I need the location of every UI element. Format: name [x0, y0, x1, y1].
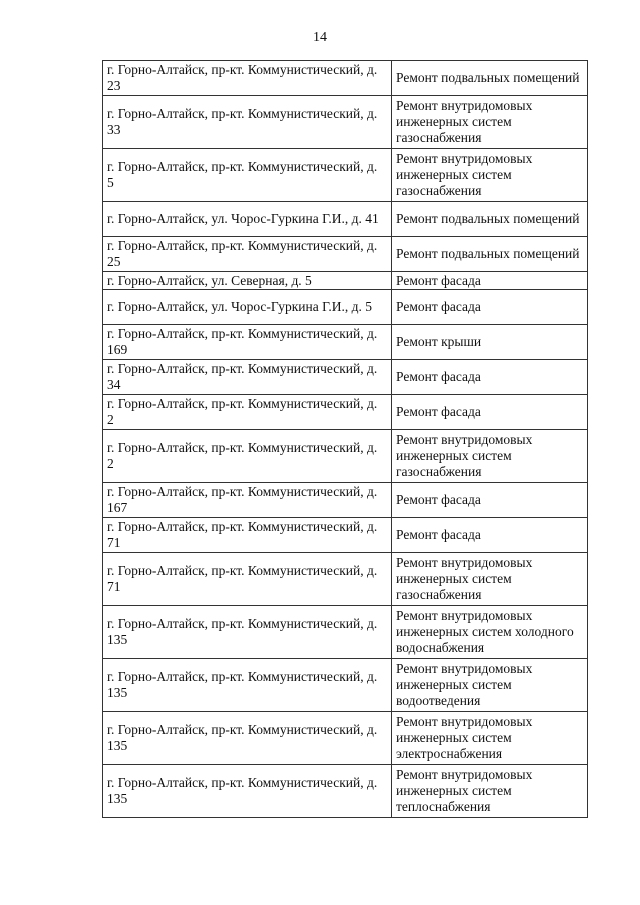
- table-row: [103, 395, 588, 430]
- address-cell: г. Горно-Алтайск, пр-кт. Коммунистический, д. 23: [103, 61, 392, 96]
- table-row: [103, 272, 588, 290]
- table-row: [103, 518, 588, 553]
- table-row: [103, 765, 588, 818]
- address-cell: г. Горно-Алтайск, ул. Чорос-Гуркина Г.И., д. 5: [103, 290, 392, 325]
- address-cell: г. Горно-Алтайск, пр-кт. Коммунистический, д. 167: [103, 483, 392, 518]
- address-cell: г. Горно-Алтайск, пр-кт. Коммунистический, д. 71: [103, 518, 392, 553]
- work-type-cell: Ремонт фасада: [392, 483, 588, 518]
- work-type-cell: Ремонт внутридомовых инженерных систем холодного водоснабжения: [392, 606, 588, 659]
- address-cell: г. Горно-Алтайск, ул. Чорос-Гуркина Г.И., д. 41: [103, 202, 392, 237]
- table-row: [103, 149, 588, 202]
- table-row: [103, 553, 588, 606]
- work-type-cell: Ремонт подвальных помещений: [392, 61, 588, 96]
- work-type-cell: Ремонт внутридомовых инженерных систем электроснабжения: [392, 712, 588, 765]
- address-cell: г. Горно-Алтайск, пр-кт. Коммунистический, д. 25: [103, 237, 392, 272]
- work-type-cell: Ремонт внутридомовых инженерных систем газоснабжения: [392, 149, 588, 202]
- work-type-cell: Ремонт внутридомовых инженерных систем газоснабжения: [392, 96, 588, 149]
- work-type-cell: Ремонт фасада: [392, 272, 588, 290]
- address-cell: г. Горно-Алтайск, пр-кт. Коммунистический, д. 135: [103, 659, 392, 712]
- work-type-cell: Ремонт крыши: [392, 325, 588, 360]
- work-type-cell: Ремонт фасада: [392, 360, 588, 395]
- page-number: 14: [313, 30, 327, 45]
- table-row: [103, 483, 588, 518]
- work-type-cell: Ремонт внутридомовых инженерных систем водоотведения: [392, 659, 588, 712]
- address-cell: г. Горно-Алтайск, пр-кт. Коммунистический, д. 71: [103, 553, 392, 606]
- address-cell: г. Горно-Алтайск, пр-кт. Коммунистический, д. 169: [103, 325, 392, 360]
- table-row: [103, 237, 588, 272]
- work-type-cell: Ремонт подвальных помещений: [392, 237, 588, 272]
- table-row: [103, 712, 588, 765]
- address-cell: г. Горно-Алтайск, пр-кт. Коммунистический, д. 2: [103, 430, 392, 483]
- address-cell: г. Горно-Алтайск, пр-кт. Коммунистический, д. 135: [103, 765, 392, 818]
- address-cell: г. Горно-Алтайск, пр-кт. Коммунистический, д. 2: [103, 395, 392, 430]
- address-cell: г. Горно-Алтайск, ул. Северная, д. 5: [103, 272, 392, 290]
- work-type-cell: Ремонт фасада: [392, 518, 588, 553]
- table-row: [103, 96, 588, 149]
- table-row: [103, 360, 588, 395]
- address-cell: г. Горно-Алтайск, пр-кт. Коммунистический, д. 135: [103, 606, 392, 659]
- table-row: [103, 202, 588, 237]
- address-cell: г. Горно-Алтайск, пр-кт. Коммунистический, д. 33: [103, 96, 392, 149]
- table-row: [103, 606, 588, 659]
- table-row: [103, 659, 588, 712]
- work-type-cell: Ремонт внутридомовых инженерных систем газоснабжения: [392, 553, 588, 606]
- address-cell: г. Горно-Алтайск, пр-кт. Коммунистический, д. 34: [103, 360, 392, 395]
- work-type-cell: Ремонт внутридомовых инженерных систем газоснабжения: [392, 430, 588, 483]
- address-cell: г. Горно-Алтайск, пр-кт. Коммунистический, д. 135: [103, 712, 392, 765]
- table-row: [103, 290, 588, 325]
- work-type-cell: Ремонт внутридомовых инженерных систем теплоснабжения: [392, 765, 588, 818]
- work-type-cell: Ремонт фасада: [392, 395, 588, 430]
- table-row: [103, 325, 588, 360]
- repair-works-table: [102, 60, 588, 818]
- repair-works-table-body: [103, 61, 588, 818]
- work-type-cell: Ремонт подвальных помещений: [392, 202, 588, 237]
- work-type-cell: Ремонт фасада: [392, 290, 588, 325]
- table-row: [103, 430, 588, 483]
- address-cell: г. Горно-Алтайск, пр-кт. Коммунистический, д. 5: [103, 149, 392, 202]
- table-row: [103, 61, 588, 96]
